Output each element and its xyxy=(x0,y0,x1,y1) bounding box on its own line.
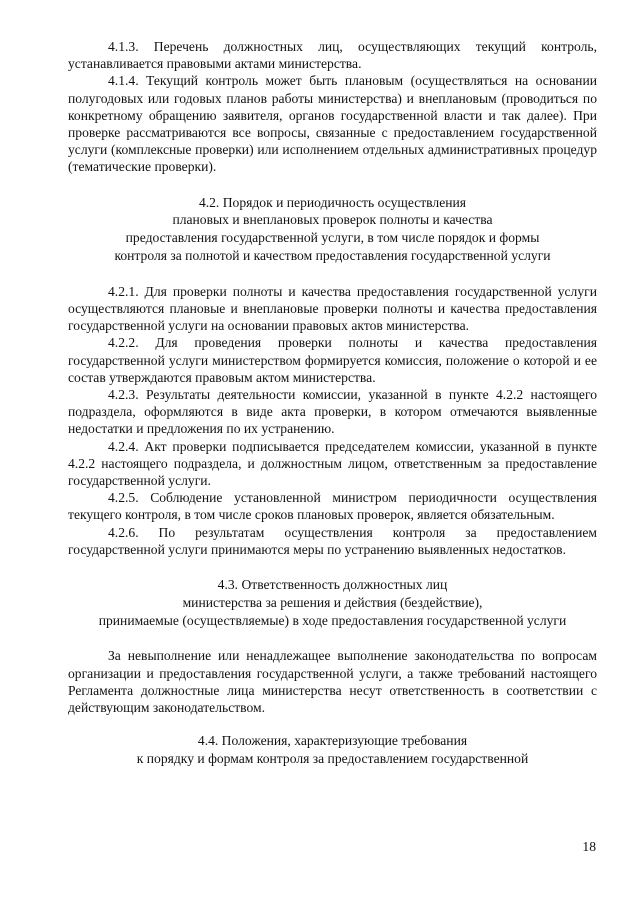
paragraph-4-2-5: 4.2.5. Соблюдение установленной министром периодичности осуществления текущего контроля, в том числе сроков плановых проверок, является обязательным. xyxy=(68,490,597,523)
section-4-3 xyxy=(68,647,597,716)
paragraph-4-2-6: 4.2.6. По результатам осуществления контроля за предоставлением государственной услуги принимаются меры по устранению выявленных недостатков. xyxy=(68,524,597,557)
heading-line: министерства за решения и действия (бездействие), xyxy=(182,594,483,610)
heading-line: 4.2. Порядок и периодичность осуществления xyxy=(198,194,467,210)
section-4-2-heading xyxy=(68,194,597,265)
paragraph-4-2-1: 4.2.1. Для проверки полноты и качества предоставления государственной услуги осуществляются плановые и внеплановые проверки полноты и качества предоставления государственной услуги на основании правовых актов министерства. xyxy=(68,283,597,334)
heading-line: предоставления государственной услуги, в том числе порядок и формы xyxy=(125,230,540,246)
paragraph-4-2-4: 4.2.4. Акт проверки подписывается председателем комиссии, указанной в пункте 4.2.2 настоящего подраздела, и должностным лицом, ответственным за предоставление государственной услуги. xyxy=(68,438,597,489)
heading-line: плановых и внеплановых проверок полноты и качества xyxy=(172,212,493,228)
paragraph-4-2-3: 4.2.3. Результаты деятельности комиссии, указанной в пункте 4.2.2 настоящего подраздела, оформляются в виде акта проверки, в котором отмечаются выявленные недостатки и предложения по их устранению. xyxy=(68,387,597,437)
paragraph-4-1-3: 4.1.3. Перечень должностных лиц, осуществляющих текущий контроль, устанавливается правовыми актами министерства. xyxy=(68,39,597,72)
section-4-2 xyxy=(68,283,597,558)
heading-line: контроля за полнотой и качеством предоставления государственной услуги xyxy=(114,248,551,264)
heading-line: к порядку и формам контроля за предоставлением государственной xyxy=(136,751,529,767)
page-number: 18 xyxy=(582,839,596,854)
document-page xyxy=(68,38,597,768)
section-4-3-heading xyxy=(68,576,597,629)
paragraph-4-1-4: 4.1.4. Текущий контроль может быть плановым (осуществляться на основании полугодовых или годовых планов работы министерства) и внеплановым (проводиться по конкретному обращению заявителя, органов государственной власти и так далее). При проверке рассматриваются все вопросы, связанные с предоставлением государственной услуги (комплексные проверки) или исполнением отдельных административных процедур (тематические проверки). xyxy=(68,73,597,175)
heading-line: принимаемые (осуществляемые) в ходе предоставления государственной услуги xyxy=(98,612,567,628)
section-4-1 xyxy=(68,38,597,176)
section-4-4-heading xyxy=(68,732,597,768)
heading-line: 4.3. Ответственность должностных лиц xyxy=(217,577,448,593)
paragraph-4-2-2: 4.2.2. Для проведения проверки полноты и качества предоставления государственной услуги министерством формируется комиссия, положение о которой и ее состав утверждаются правовым актом министерства. xyxy=(68,335,597,385)
heading-line: 4.4. Положения, характеризующие требования xyxy=(197,733,468,749)
paragraph-4-3-1: За невыполнение или ненадлежащее выполнение законодательства по вопросам организации и предоставления государственной услуги, а также требований настоящего Регламента должностные лица министерства несут ответственность в соответствии с действующим законодательством. xyxy=(68,648,597,716)
